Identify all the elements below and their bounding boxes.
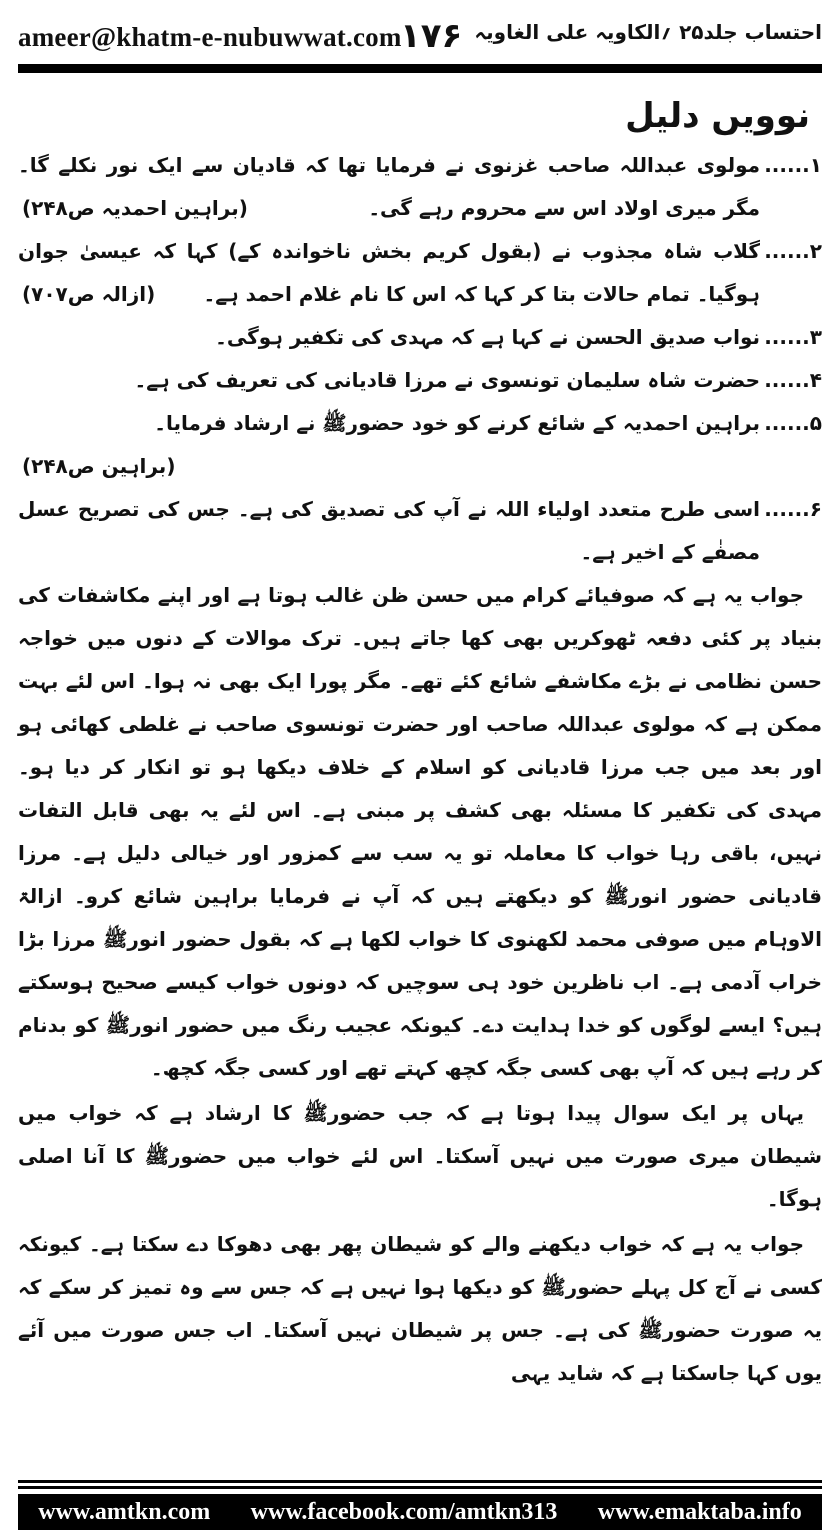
header-rule <box>18 64 822 73</box>
item-number: ۴...... <box>764 368 822 392</box>
footer-link-emaktaba[interactable]: www.emaktaba.info <box>597 1498 802 1525</box>
footer-rule <box>18 1486 822 1489</box>
list-item <box>18 230 822 316</box>
item-text: مولوی عبداللہ صاحب غزنوی نے فرمایا تھا کہ قادیان سے ایک نور نکلے گا۔ مگر میری اولاد اس سے محروم رہے گی۔ (براہین احمدیہ ص۲۴۸) <box>18 144 760 230</box>
item-number: ۲...... <box>764 239 822 263</box>
item-text: اسی طرح متعدد اولیاء اللہ نے آپ کی تصدیق کی ہے۔ جس کی تصریح عسل مصفٰے کے اخیر ہے۔ <box>18 497 760 564</box>
page-body <box>18 88 822 1468</box>
footer-link-facebook[interactable]: www.facebook.com/amtkn313 <box>250 1498 558 1525</box>
footer-rule <box>18 1480 822 1483</box>
item-text: نواب صدیق الحسن نے کہا ہے کہ مہدی کی تکفیر ہوگی۔ <box>215 325 760 349</box>
list-item <box>18 359 822 402</box>
list-item <box>18 316 822 359</box>
citation: (براہین ص۲۴۸) <box>22 454 176 478</box>
item-text: حضرت شاہ سلیمان تونسوی نے مرزا قادیانی کی تعریف کی ہے۔ <box>134 368 760 392</box>
citation: (ازالہ ص۷۰۷) <box>22 282 156 306</box>
paragraph: جواب یہ ہے کہ صوفیائے کرام میں حسن ظن غالب ہوتا ہے اور اپنے مکاشفات کی بنیاد پر کئی دفعہ ٹھوکریں بھی کھا جاتے ہیں۔ ترک موالات کے دنوں میں خواجہ حسن نظامی نے بڑے مکاشفے شائع کئے تھے۔ مگر پورا ایک بھی نہ ہوا۔ اس لئے بہت ممکن ہے کہ مولوی عبداللہ صاحب اور حضرت تونسوی صاحب نے غلطی کھائی ہو اور بعد میں جب مرزا قادیانی کو اسلام کے خلاف دیکھا ہو تو انکار کر دیا ہو۔ مہدی کی تکفیر کا مسئلہ بھی کشف پر مبنی ہے۔ اس لئے یہ بھی قابل التفات نہیں، باقی رہا خواب کا معاملہ تو یہ سب سے کمزور اور خیالی دلیل ہے۔ مرزا قادیانی حضور انورﷺ کو دیکھتے ہیں کہ آپ نے فرمایا براہین شائع کرو۔ ازالۃ الاوہام میں صوفی محمد لکھنوی کا خواب لکھا ہے کہ بقول حضور انورﷺ مرزا بڑا خراب آدمی ہے۔ اب ناظرین خود ہی سوچیں کہ دونوں خواب کیسے صحیح ہوسکتے ہیں؟ ایسے لوگوں کو خدا ہدایت دے۔ کیونکہ عجیب رنگ میں حضور انورﷺ کو بدنام کر رہے ہیں کہ آپ بھی کسی جگہ کچھ کہتے تھے اور کسی جگہ کچھ۔ <box>18 583 822 1080</box>
item-number: ۳...... <box>764 325 822 349</box>
citation: (براہین احمدیہ ص۲۴۸) <box>22 196 248 220</box>
book-title: احتساب جلد۲۵ ؍الکاویہ علی الغاویہ <box>474 20 822 44</box>
header-email: ameer@khatm-e-nubuwwat.com <box>18 22 402 52</box>
item-number: ۶...... <box>764 497 822 521</box>
item-number: ۵...... <box>764 411 822 435</box>
section-heading: نوویں دلیل <box>625 96 810 136</box>
paragraph: جواب یہ ہے کہ خواب دیکھنے والے کو شیطان پھر بھی دھوکا دے سکتا ہے۔ کیونکہ کسی نے آج کل پہلے حضورﷺ کو دیکھا ہوا نہیں ہے کہ جس سے وہ تمیز کر سکے کہ یہ صورت حضورﷺ کی ہے۔ جس پر شیطان نہیں آسکتا۔ اب جس صورت میں آئے یوں کہا جاسکتا ہے کہ شاید یہی <box>18 1232 822 1385</box>
page-header <box>18 14 822 58</box>
list-item <box>18 488 822 574</box>
list-item <box>18 402 822 488</box>
paragraph: یہاں پر ایک سوال پیدا ہوتا ہے کہ جب حضورﷺ کا ارشاد ہے کہ خواب میں شیطان میری صورت میں نہیں آسکتا۔ اس لئے خواب میں حضورﷺ کا آنا اصلی ہوگا۔ <box>18 1101 822 1211</box>
item-number: ۱...... <box>764 153 822 177</box>
item-text: گلاب شاہ مجذوب نے (بقول کریم بخش ناخواندہ کے) کہا کہ عیسیٰ جوان ہوگیا۔ تمام حالات بتا کر کہا کہ اس کا نام غلام احمد ہے۔ (ازالہ ص۷۰۷) <box>18 230 760 316</box>
footer-link-amtkn[interactable]: www.amtkn.com <box>38 1498 211 1525</box>
item-text: براہین احمدیہ کے شائع کرنے کو خود حضورﷺ نے ارشاد فرمایا۔ (براہین ص۲۴۸) <box>18 402 760 488</box>
page-number: ۱۷۶ <box>400 16 463 56</box>
footer-links-bar <box>18 1494 822 1530</box>
list-item <box>18 144 822 230</box>
